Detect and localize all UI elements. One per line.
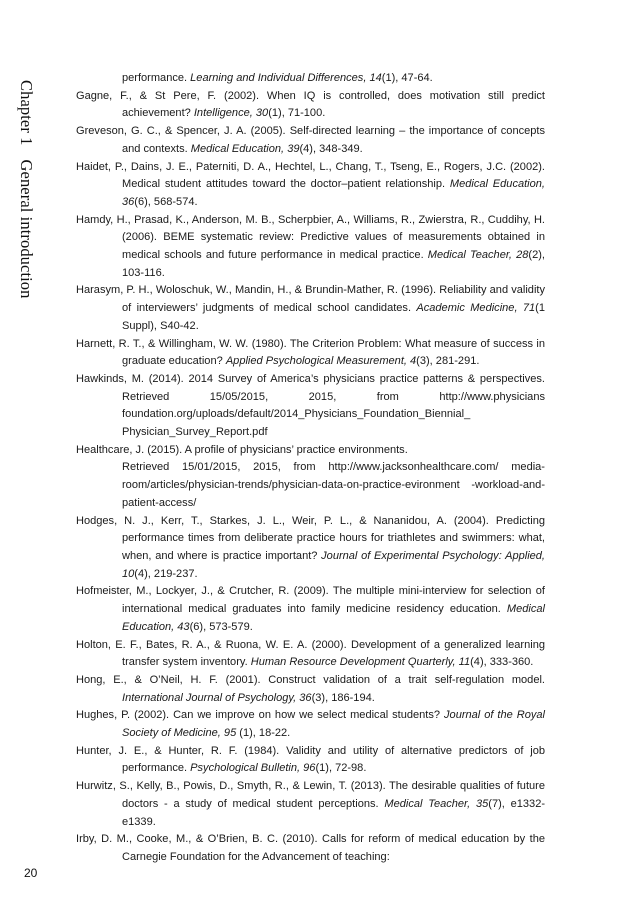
reference-entry [76,88,545,123]
reference-text: (4), 333-360. [470,656,534,669]
reference-entry [76,371,545,442]
reference-source-italic: Academic Medicine, 71 [416,302,536,315]
reference-source-italic: Medical Education, 39 [190,142,300,155]
reference-text: Hunter, J. E., & Hunter, R. F. (1984). Validity and utility of alternative predictors of job performance. [76,744,545,775]
reference-source-italic: Applied Psychological Measurement, 4 [225,355,417,368]
reference-text: (6), 568-574. [134,195,198,208]
reference-entry [76,282,545,335]
reference-entry [76,459,545,512]
reference-text: (1), 71-100. [268,107,326,120]
reference-text: (6), 573-579. [189,620,253,633]
reference-text: (3), 281-291. [416,355,480,368]
reference-text: (1), 18-22. [236,727,291,740]
reference-entry [76,159,545,212]
reference-source-italic: Learning and Individual Differences, 14 [190,72,382,84]
reference-text: (4), 348-349. [299,142,363,155]
reference-source-italic: International Journal of Psychology, 36 [122,691,312,704]
reference-entry [76,672,545,707]
reference-text: Irby, D. M., Cooke, M., & O’Brien, B. C. (2010). Calls for reform of medical education by the Carnegie Foundation for the Advancement of teaching: [76,833,545,863]
reference-source-italic: Psychological Bulletin, 96 [190,762,316,775]
reference-text: Retrieved 15/01/2015, 2015, from http://www.jacksonhealthcare.com/ media-room/articles/physician-trends/physician-data-on-practice-evironment -workload-and-patient-access/ [122,461,545,509]
reference-list [76,70,545,867]
reference-text: (7), e1332-e1339. [122,797,546,828]
reference-source-italic: Medical Teacher, 35 [384,797,489,810]
reference-text: Healthcare, J. (2015). A profile of physicians’ practice environments. [76,443,408,456]
reference-text: Greveson, G. C., & Spencer, J. A. (2005). Self-directed learning – the importance of concepts and contexts. [76,125,545,155]
reference-text: (1), 72-98. [315,762,367,775]
reference-entry [76,336,545,371]
reference-text: (4), 219-237. [134,567,198,580]
reference-text: Harnett, R. T., & Willingham, W. W. (1980). The Criterion Problem: What measure of success in graduate education? [76,337,545,368]
reference-entry [76,212,545,283]
reference-text: (1), 47-64. [381,72,433,84]
chapter-title: General introduction [17,159,36,299]
reference-source-italic: Intelligence, 30 [193,107,269,120]
page-number: 20 [24,866,38,880]
reference-source-italic: Medical Education, 43 [122,603,545,633]
reference-entry [76,123,545,158]
reference-text: Hodges, N. J., Kerr, T., Starkes, J. L., Weir, P. L., & Nananidou, A. (2004). Predicting performance times from deliberate practice hours for triathletes and swimmers: what, when, and where is practice important? [76,514,545,562]
reference-entry [76,707,545,742]
reference-text: (2), 103-116. [122,249,545,279]
chapter-running-header [14,80,54,340]
reference-text: Haidet, P., Dains, J. E., Paterniti, D. A., Hechtel, L., Chang, T., Tseng, E., Rogers, J.C. (2002). Medical student attitudes toward the doctor–patient relationship. [76,160,545,191]
reference-source-italic: Human Resource Development Quarterly, 11 [250,656,471,669]
reference-text: Hughes, P. (2002). Can we improve on how we select medical students? [76,709,445,722]
reference-entry [76,831,545,866]
reference-entry [76,583,545,636]
reference-text: Hurwitz, S., Kelly, B., Powis, D., Smyth, R., & Lewin, T. (2013). The desirable qualities of future doctors - a study of medical student perceptions. [76,780,545,810]
reference-entry [76,513,545,584]
chapter-label: Chapter 1 [17,80,36,146]
reference-text: Hawkinds, M. (2014). 2014 Survey of America’s physicians practice patterns & perspectives. Retrieved 15/05/2015, 2015, from http://www.physicians foundation.org/uploads/default/2014_Physicians_Foundation_Biennial_ Physician_Survey_Report.pdf [76,372,545,439]
reference-text: Hong, E., & O’Neil, H. F. (2001). Construct validation of a trait self-regulation model. [76,673,545,686]
reference-text: Harasym, P. H., Woloschuk, W., Mandin, H., & Brundin-Mather, R. (1996). Reliability and validity of interviewers’ judgments of medical school candidates. [76,284,545,315]
reference-text: Hofmeister, M., Lockyer, J., & Crutcher, R. (2009). The multiple mini-interview for selection of international medical graduates into family medicine residency education. [76,585,545,616]
reference-source-italic: Journal of Experimental Psychology: Applied, 10 [122,549,546,580]
reference-entry [76,70,545,88]
reference-entry [76,743,545,778]
reference-source-italic: Journal of the Royal Society of Medicine, 95 [122,709,545,740]
reference-text: Gagne, F., & St Pere, F. (2002). When IQ is controlled, does motivation still predict achievement? [76,89,545,120]
reference-entry [76,442,545,460]
reference-text: performance. [122,72,191,84]
reference-source-italic: Medical Education, 36 [122,178,545,208]
reference-text: (3), 186-194. [311,691,375,704]
reference-source-italic: Medical Teacher, 28 [427,249,529,262]
reference-entry [76,778,545,831]
reference-text: Hamdy, H., Prasad, K., Anderson, M. B., Scherpbier, A., Williams, R., Zwierstra, R., Cuddihy, H. (2006). BEME systematic review: Predictive values of measurements obtained in medical schools and future performance in medical practice. [76,213,545,262]
reference-text: Holton, E. F., Bates, R. A., & Ruona, W. E. A. (2000). Development of a generalized learning transfer system inventory. [76,638,545,669]
reference-text: (1 Suppl), S40-42. [122,302,545,332]
reference-entry [76,637,545,672]
